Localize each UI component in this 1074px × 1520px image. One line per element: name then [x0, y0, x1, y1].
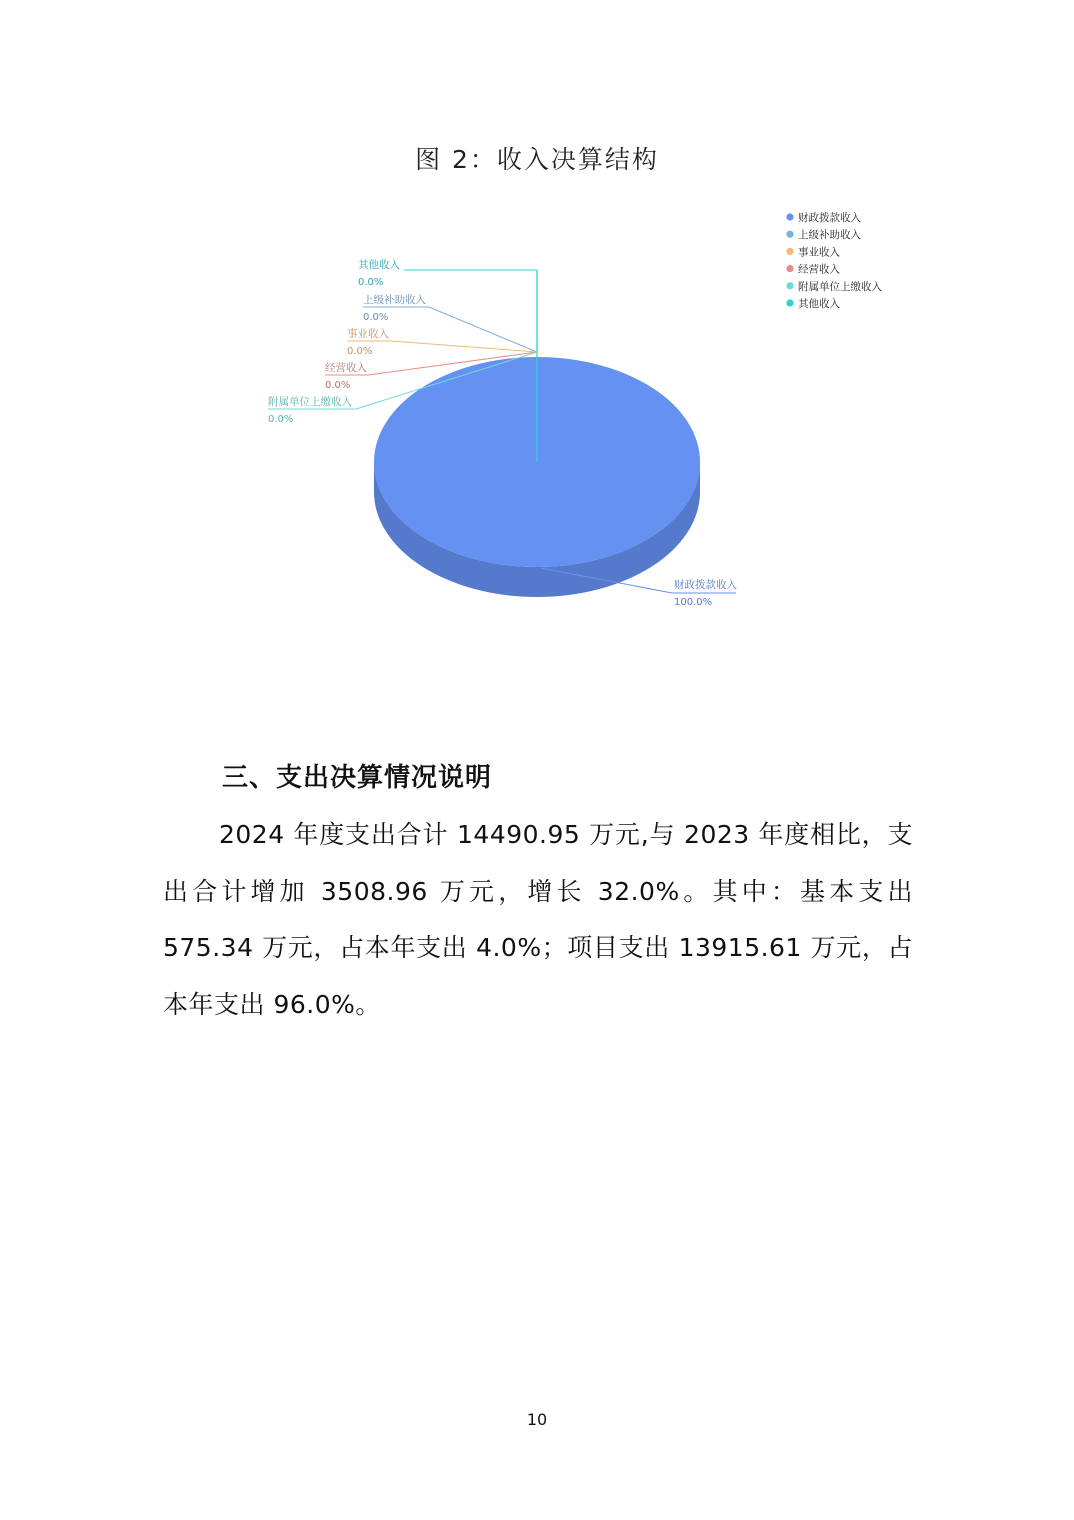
callout-line-2 [347, 341, 537, 352]
callout-value-5: 0.0% [358, 277, 384, 288]
legend-label-5: 其他收入 [798, 298, 840, 310]
callout-name-5: 其他收入 [358, 259, 400, 271]
legend-label-0: 财政拨款收入 [798, 212, 861, 224]
legend-swatch-3 [786, 265, 793, 272]
callout-name-1: 上级补助收入 [363, 294, 426, 306]
callout-value-0: 100.0% [674, 597, 713, 608]
callout-name-4: 附属单位上缴收入 [268, 396, 352, 408]
figure-title: 图 2：收入决算结构 [415, 145, 659, 174]
legend-label-4: 附属单位上缴收入 [798, 280, 882, 293]
callout-value-1: 0.0% [363, 312, 389, 323]
page-number: 10 [526, 1410, 548, 1429]
callout-name-0: 财政拨款收入 [674, 579, 737, 591]
legend-label-1: 上级补助收入 [798, 229, 861, 242]
legend-swatch-2 [786, 248, 793, 255]
revenue-pie-chart [0, 195, 1074, 625]
callout-value-3: 0.0% [325, 380, 351, 391]
callout-value-4: 0.0% [268, 414, 294, 425]
legend-swatch-1 [786, 231, 793, 238]
legend-label-3: 经营收入 [798, 263, 840, 276]
callout-value-2: 0.0% [347, 346, 373, 357]
body-paragraph: 2024 年度支出合计 14490.95 万元,与 2023 年度相比，支出合计增加 3508.96 万元，增长 32.0%。其中：基本支出 575.34 万元，占本年支出 4.0%；项目支出 13915.61 万元，占本年支出 96.0%。 [163, 820, 913, 1019]
section-heading: 三、支出决算情况说明 [222, 763, 493, 793]
legend-swatch-5 [786, 299, 793, 306]
callout-name-2: 事业收入 [347, 328, 389, 340]
legend-label-2: 事业收入 [798, 246, 840, 259]
callout-name-3: 经营收入 [325, 362, 367, 374]
legend-swatch-0 [786, 213, 793, 220]
legend-swatch-4 [786, 282, 793, 289]
